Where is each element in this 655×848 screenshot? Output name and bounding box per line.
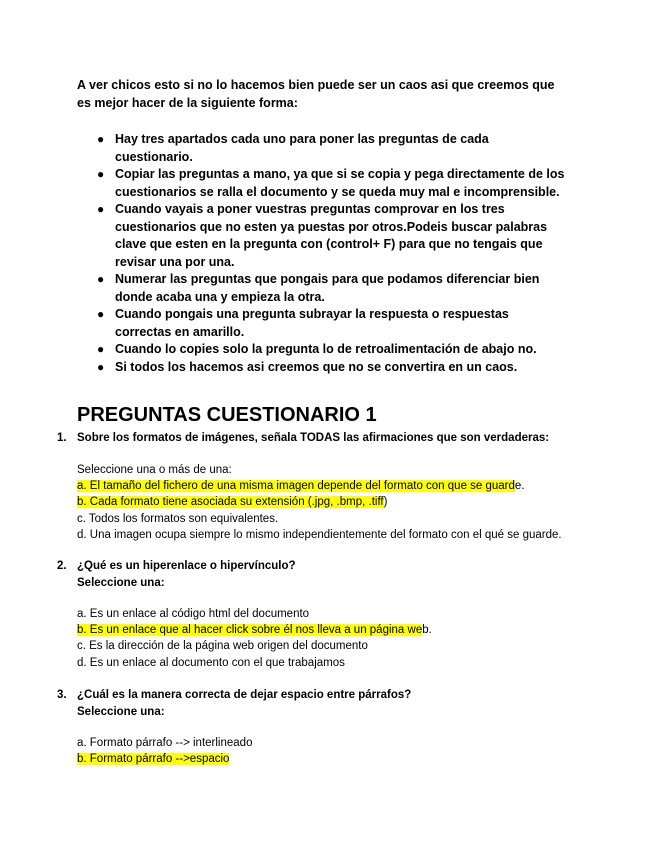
- option-text: c. Es la dirección de la página web origen del documento: [77, 640, 368, 653]
- list-item-line: cuestionarios se ralla el documento y se queda muy mal e incomprensible.: [115, 184, 560, 199]
- list-item-line: Cuando pongais una pregunta subrayar la respuesta o respuestas: [115, 307, 509, 321]
- highlighted-answer: b. Es un enlace que al hacer click sobre él nos lleva a un página we: [77, 624, 423, 637]
- list-item: [77, 271, 597, 306]
- option-item: [77, 638, 432, 654]
- list-item-line: revisar una por una.: [115, 254, 235, 269]
- question-title: [57, 687, 411, 704]
- option-text: b.: [422, 624, 432, 637]
- highlighted-answer: b. Formato párrafo -->espacio: [77, 753, 230, 766]
- intro-line: es mejor hacer de la siguiente forma:: [77, 95, 298, 110]
- list-item-line: cuestionario.: [115, 149, 193, 164]
- option-text: d. Es un enlace al documento con el que trabajamos: [77, 656, 345, 669]
- option-item: [77, 735, 252, 751]
- question-text: ¿Cuál es la manera correcta de dejar espacio entre párrafos?: [77, 689, 412, 701]
- question-title: [57, 558, 296, 575]
- option-item: [77, 527, 562, 543]
- question-number: 3.: [57, 689, 67, 701]
- list-item-line: Cuando vayais a poner vuestras preguntas comprovar en los tres: [115, 202, 505, 216]
- option-text: c. Todos los formatos son equivalentes.: [77, 512, 279, 525]
- list-item-line: Hay tres apartados cada uno para poner las preguntas de cada: [115, 132, 489, 146]
- option-item: [77, 494, 562, 510]
- list-item: [77, 341, 597, 359]
- option-item: [77, 511, 562, 527]
- bullet-icon: ●: [97, 132, 105, 146]
- bullet-icon: ●: [97, 272, 105, 286]
- select-instruction: Seleccione una o más de una:: [77, 464, 232, 476]
- question-text: ¿Qué es un hiperenlace o hipervínculo?: [77, 560, 296, 572]
- highlighted-answer: a. El tamaño del fichero de una misma imagen depende del formato con que se guard: [77, 480, 515, 493]
- list-item: [77, 131, 597, 166]
- list-item-line: Numerar las preguntas que pongais para que podamos diferenciar bien: [115, 272, 540, 286]
- highlighted-answer: b. Cada formato tiene asociada su extensión (.jpg, .bmp, .tiff: [77, 496, 384, 509]
- option-item: [77, 622, 432, 638]
- option-text: ): [383, 496, 388, 509]
- list-item: [77, 166, 597, 201]
- question-options: [77, 735, 252, 767]
- list-item-line: cuestionarios que no esten ya puestas por otros.Podeis buscar palabras: [115, 219, 548, 234]
- bullet-icon: ●: [97, 342, 105, 356]
- question-text: Sobre los formatos de imágenes, señala TODAS las afirmaciones que son verdaderas:: [77, 432, 550, 444]
- list-item: [77, 359, 597, 377]
- question-options: [77, 606, 432, 671]
- option-text: a. Es un enlace al código html del documento: [77, 608, 310, 620]
- list-item-line: Cuando lo copies solo la pregunta lo de retroalimentación de abajo no.: [115, 342, 537, 356]
- bullet-icon: ●: [97, 167, 105, 181]
- section-heading: PREGUNTAS CUESTIONARIO 1: [77, 404, 377, 426]
- intro-paragraph: [77, 77, 597, 112]
- question-options: [77, 462, 562, 543]
- bullet-icon: ●: [97, 307, 105, 321]
- intro-line: A ver chicos esto si no lo hacemos bien puede ser un caos asi que creemos que: [77, 78, 555, 92]
- option-item: [77, 478, 562, 494]
- list-item-line: Si todos los hacemos asi creemos que no se convertira en un caos.: [115, 359, 518, 374]
- option-text: d. Una imagen ocupa siempre lo mismo independientemente del formato con el qué se guarde.: [77, 528, 562, 541]
- question-number: 2.: [57, 560, 67, 572]
- option-item: [77, 606, 432, 622]
- option-item: [77, 751, 252, 767]
- select-instruction: Seleccione una:: [77, 706, 165, 718]
- list-item-line: clave que esten en la pregunta con (control+ F) para que no tengais que: [115, 237, 543, 251]
- instructions-list: [77, 131, 597, 376]
- question-number: 1.: [57, 432, 67, 444]
- list-item: [77, 201, 597, 271]
- list-item: [77, 306, 597, 341]
- question-title: [57, 430, 549, 447]
- list-item-line: correctas en amarillo.: [115, 324, 245, 339]
- option-text: a. Formato párrafo --> interlineado: [77, 737, 253, 749]
- list-item-line: Copiar las preguntas a mano, ya que si se copia y pega directamente de los: [115, 167, 565, 181]
- select-instruction: Seleccione una:: [77, 577, 165, 589]
- bullet-icon: ●: [97, 359, 105, 374]
- option-text: e.: [514, 480, 525, 493]
- list-item-line: donde acaba una y empieza la otra.: [115, 289, 325, 304]
- option-item: [77, 655, 432, 671]
- bullet-icon: ●: [97, 202, 105, 216]
